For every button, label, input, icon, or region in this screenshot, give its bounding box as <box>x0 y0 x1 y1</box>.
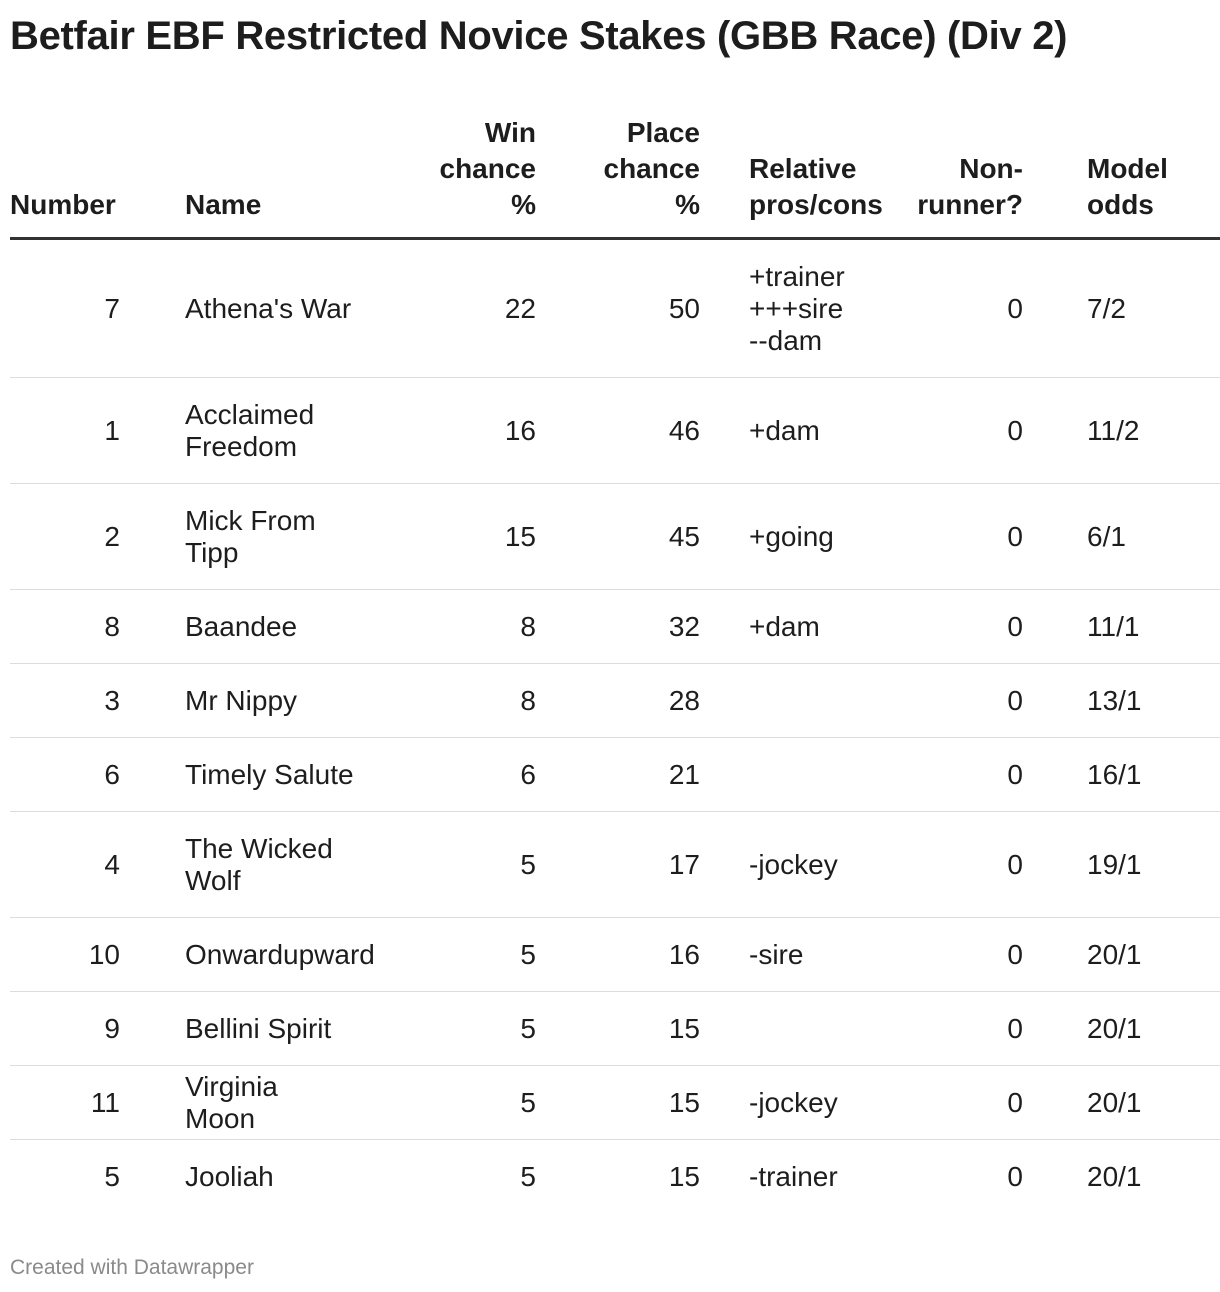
cell-place-chance: 15 <box>536 992 700 1066</box>
cell-name: Acclaimed Freedom <box>136 378 355 484</box>
cell-name: The Wicked Wolf <box>136 812 355 918</box>
cell-non-runner: 0 <box>896 918 1023 992</box>
cell-place-chance: 50 <box>536 239 700 378</box>
table-row <box>10 484 1220 590</box>
cell-pros-cons: -trainer <box>749 1160 838 1192</box>
cell-number: 9 <box>10 992 136 1066</box>
cell-number: 6 <box>10 738 136 812</box>
table-row <box>10 738 1220 812</box>
cell-win-chance: 16 <box>355 378 536 484</box>
cell-non-runner: 0 <box>896 590 1023 664</box>
cell-win-chance: 22 <box>355 239 536 378</box>
cell-model-odds: 20/1 <box>1023 918 1220 992</box>
column-header-model-odds[interactable]: Model odds <box>1023 110 1220 239</box>
cell-name: Jooliah <box>185 1160 274 1192</box>
data-table <box>10 110 1220 1214</box>
chart-title: Betfair EBF Restricted Novice Stakes (GBB Race) (Div 2) <box>10 14 1068 58</box>
cell-win-chance: 8 <box>355 590 536 664</box>
cell-win-chance: 8 <box>355 664 536 738</box>
table-row <box>10 378 1220 484</box>
cell-place-chance: 32 <box>536 590 700 664</box>
column-header-pros-cons[interactable]: Relative pros/cons <box>700 110 896 239</box>
cell-number: 11 <box>10 1066 136 1140</box>
cell-model-odds: 20/1 <box>1087 1160 1142 1192</box>
cell-model-odds: 16/1 <box>1023 738 1220 812</box>
cell-pros-cons: +dam <box>700 590 896 664</box>
cell-place-chance: 21 <box>536 738 700 812</box>
table-row <box>10 1140 1220 1214</box>
cell-non-runner: 0 <box>896 812 1023 918</box>
table-row <box>10 812 1220 918</box>
cell-name: Virginia Moon <box>136 1066 355 1140</box>
cell-number: 8 <box>10 590 136 664</box>
cell-non-runner: 0 <box>896 1066 1023 1140</box>
column-header-place-chance[interactable]: Place chance % <box>536 110 700 239</box>
cell-pros-cons: +trainer +++sire --dam <box>700 239 896 378</box>
cell-non-runner: 0 <box>896 378 1023 484</box>
cell-model-odds: 6/1 <box>1023 484 1220 590</box>
cell-place-chance: 15 <box>668 1160 700 1192</box>
cell-place-chance: 15 <box>536 1066 700 1140</box>
cell-win-chance: 5 <box>355 812 536 918</box>
cell-non-runner: 0 <box>896 738 1023 812</box>
cell-number: 10 <box>10 918 136 992</box>
cell-name: Onwardupward <box>136 918 355 992</box>
column-header-non-runner[interactable]: Non- runner? <box>896 110 1023 239</box>
table-row <box>10 1066 1220 1140</box>
cell-pros-cons: -sire <box>700 918 896 992</box>
cell-non-runner: 0 <box>896 992 1023 1066</box>
table-row <box>10 590 1220 664</box>
cell-name: Athena's War <box>136 239 355 378</box>
cell-name: Bellini Spirit <box>136 992 355 1066</box>
cell-pros-cons: -jockey <box>700 1066 896 1140</box>
cell-win-chance: 5 <box>355 992 536 1066</box>
table-row <box>10 918 1220 992</box>
cell-model-odds: 19/1 <box>1023 812 1220 918</box>
column-header-win-chance[interactable]: Win chance % <box>355 110 536 239</box>
table-row <box>10 664 1220 738</box>
header-row <box>10 110 1220 239</box>
table-row <box>10 992 1220 1066</box>
cell-non-runner: 0 <box>896 664 1023 738</box>
cell-model-odds: 20/1 <box>1023 1066 1220 1140</box>
cell-non-runner: 0 <box>896 239 1023 378</box>
column-header-name[interactable]: Name <box>136 110 355 239</box>
cell-pros-cons <box>700 738 896 812</box>
table-header <box>10 110 1220 239</box>
cell-model-odds: 11/1 <box>1023 590 1220 664</box>
cell-pros-cons <box>700 992 896 1066</box>
cell-pros-cons: +dam <box>700 378 896 484</box>
table-body <box>10 239 1220 1214</box>
cell-pros-cons: +going <box>700 484 896 590</box>
cell-name: Mick From Tipp <box>136 484 355 590</box>
cell-model-odds: 11/2 <box>1023 378 1220 484</box>
cell-number: 3 <box>10 664 136 738</box>
cell-non-runner: 0 <box>896 484 1023 590</box>
cell-number: 1 <box>10 378 136 484</box>
cell-win-chance: 5 <box>355 918 536 992</box>
cell-name: Mr Nippy <box>136 664 355 738</box>
cell-pros-cons <box>700 664 896 738</box>
footer-credit: Created with Datawrapper <box>10 1256 254 1279</box>
cell-name: Baandee <box>136 590 355 664</box>
cell-model-odds: 7/2 <box>1023 239 1220 378</box>
cell-number: 7 <box>10 239 136 378</box>
cell-model-odds: 13/1 <box>1023 664 1220 738</box>
column-header-number[interactable]: Number <box>10 110 136 239</box>
cell-number: 5 <box>104 1160 120 1192</box>
data-table-container <box>10 110 1220 1214</box>
cell-place-chance: 46 <box>536 378 700 484</box>
cell-non-runner: 0 <box>1007 1160 1023 1192</box>
cell-place-chance: 17 <box>536 812 700 918</box>
cell-number: 4 <box>10 812 136 918</box>
cell-number: 2 <box>10 484 136 590</box>
cell-model-odds: 20/1 <box>1023 992 1220 1066</box>
cell-place-chance: 16 <box>536 918 700 992</box>
cell-win-chance: 5 <box>520 1160 536 1192</box>
cell-place-chance: 45 <box>536 484 700 590</box>
cell-win-chance: 15 <box>355 484 536 590</box>
cell-win-chance: 5 <box>355 1066 536 1140</box>
table-row <box>10 239 1220 378</box>
cell-place-chance: 28 <box>536 664 700 738</box>
cell-name: Timely Salute <box>136 738 355 812</box>
cell-pros-cons: -jockey <box>700 812 896 918</box>
cell-win-chance: 6 <box>355 738 536 812</box>
